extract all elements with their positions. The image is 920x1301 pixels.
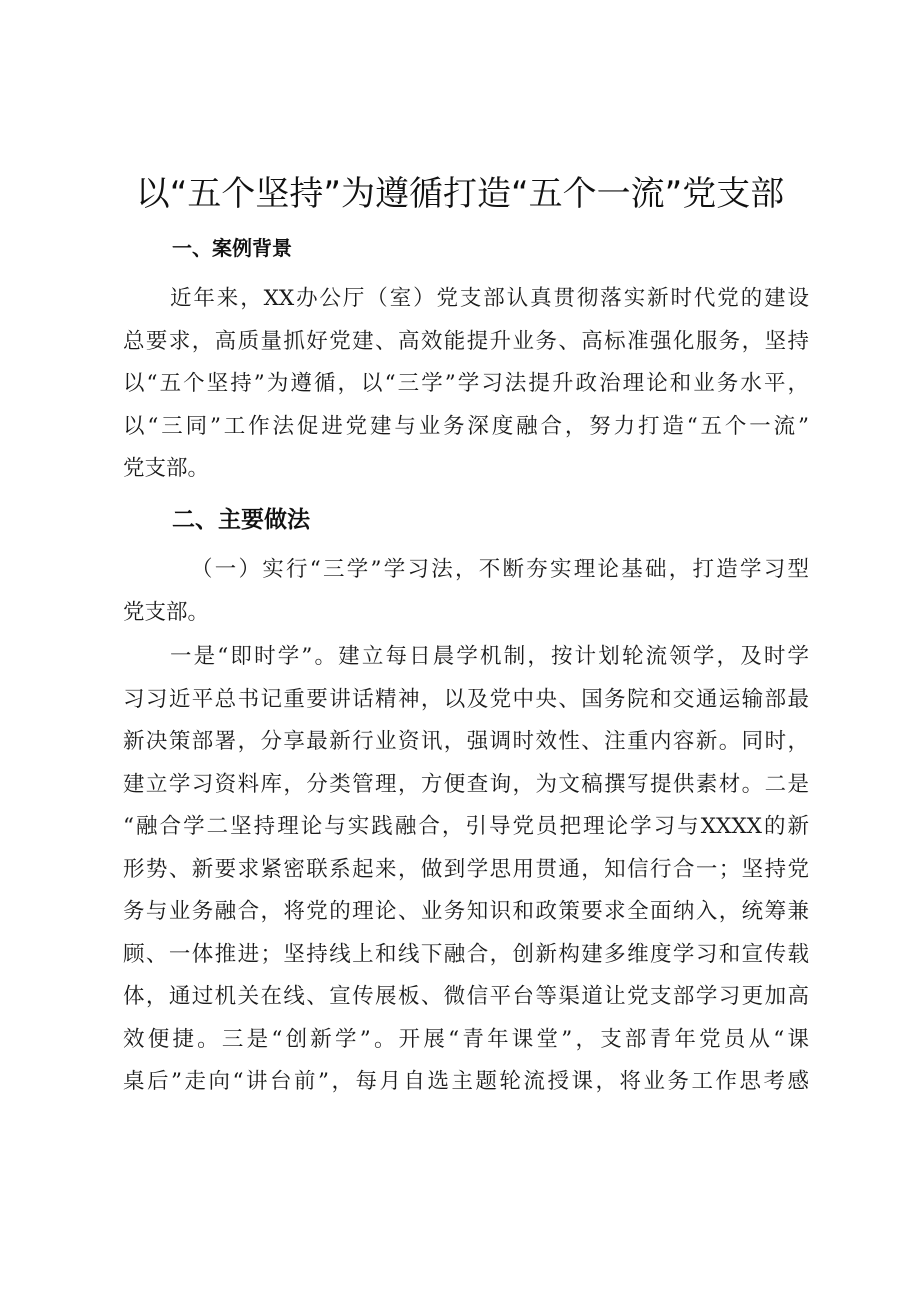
subheading-paragraph [123, 549, 809, 634]
background-paragraph [123, 278, 809, 491]
paragraph-line: 桌后”走向“讲台前”，每月自选主题轮流授课，将业务工作思考感 [123, 1069, 809, 1094]
paragraph-line: 务与业务融合，将党的理论、业务知识和政策要求全面纳入，统筹兼 [123, 899, 809, 924]
paragraph-line: 以“三同”工作法促进党建与业务深度融合，努力打造“五个一流” [123, 413, 809, 439]
paragraph-line: 效便捷。三是“创新学”。开展“青年课堂”，支部青年党员从“课 [123, 1026, 809, 1052]
paragraph-line: 习习近平总书记重要讲话精神，以及党中央、国务院和交通运输部最 [123, 686, 809, 712]
paragraph-line: 顾、一体推进；坚持线上和线下融合，创新构建多维度学习和宣传载 [123, 941, 809, 967]
paragraph-line: 近年来，XX办公厅（室）党支部认真贯彻落实新时代党的建设 [170, 286, 809, 311]
paragraph-line: 新决策部署，分享最新行业资讯，强调时效性、注重内容新。同时， [123, 729, 809, 754]
paragraph-line: 一是“即时学”。建立每日晨学机制，按计划轮流领学，及时学 [170, 644, 809, 669]
paragraph-line: “融合学二坚持理论与实践融合，引导党员把理论学习与XXXX的新 [123, 814, 809, 839]
paragraph-line: 以“五个坚持”为遵循，以“三学”学习法提升政治理论和业务水平， [123, 371, 809, 396]
document-title: 以“五个坚持”为遵循打造“五个一流”党支部 [135, 174, 785, 214]
paragraph-line: 形势、新要求紧密联系起来，做到学思用贯通，知信行合一；坚持党 [123, 856, 809, 882]
paragraph-line: 党支部。 [123, 456, 210, 481]
section-heading-background: 一、案例背景 [172, 236, 292, 260]
section-heading-practices: 二、主要做法 [172, 507, 310, 533]
paragraph-line: 建立学习资料库，分类管理，方便查询，为文稿撰写提供素材。二是 [123, 771, 809, 797]
paragraph-line: 体，通过机关在线、宣传展板、微信平台等渠道让党支部学习更加高 [123, 984, 809, 1009]
subheading-line: 党支部。 [123, 599, 210, 625]
subheading-line: （一）实行“三学”学习法，不断夯实理论基础，打造学习型 [191, 557, 809, 582]
paragraph-line: 总要求，高质量抓好党建、高效能提升业务、高标准强化服务，坚持 [123, 328, 809, 354]
study-methods-paragraph [123, 636, 809, 1104]
